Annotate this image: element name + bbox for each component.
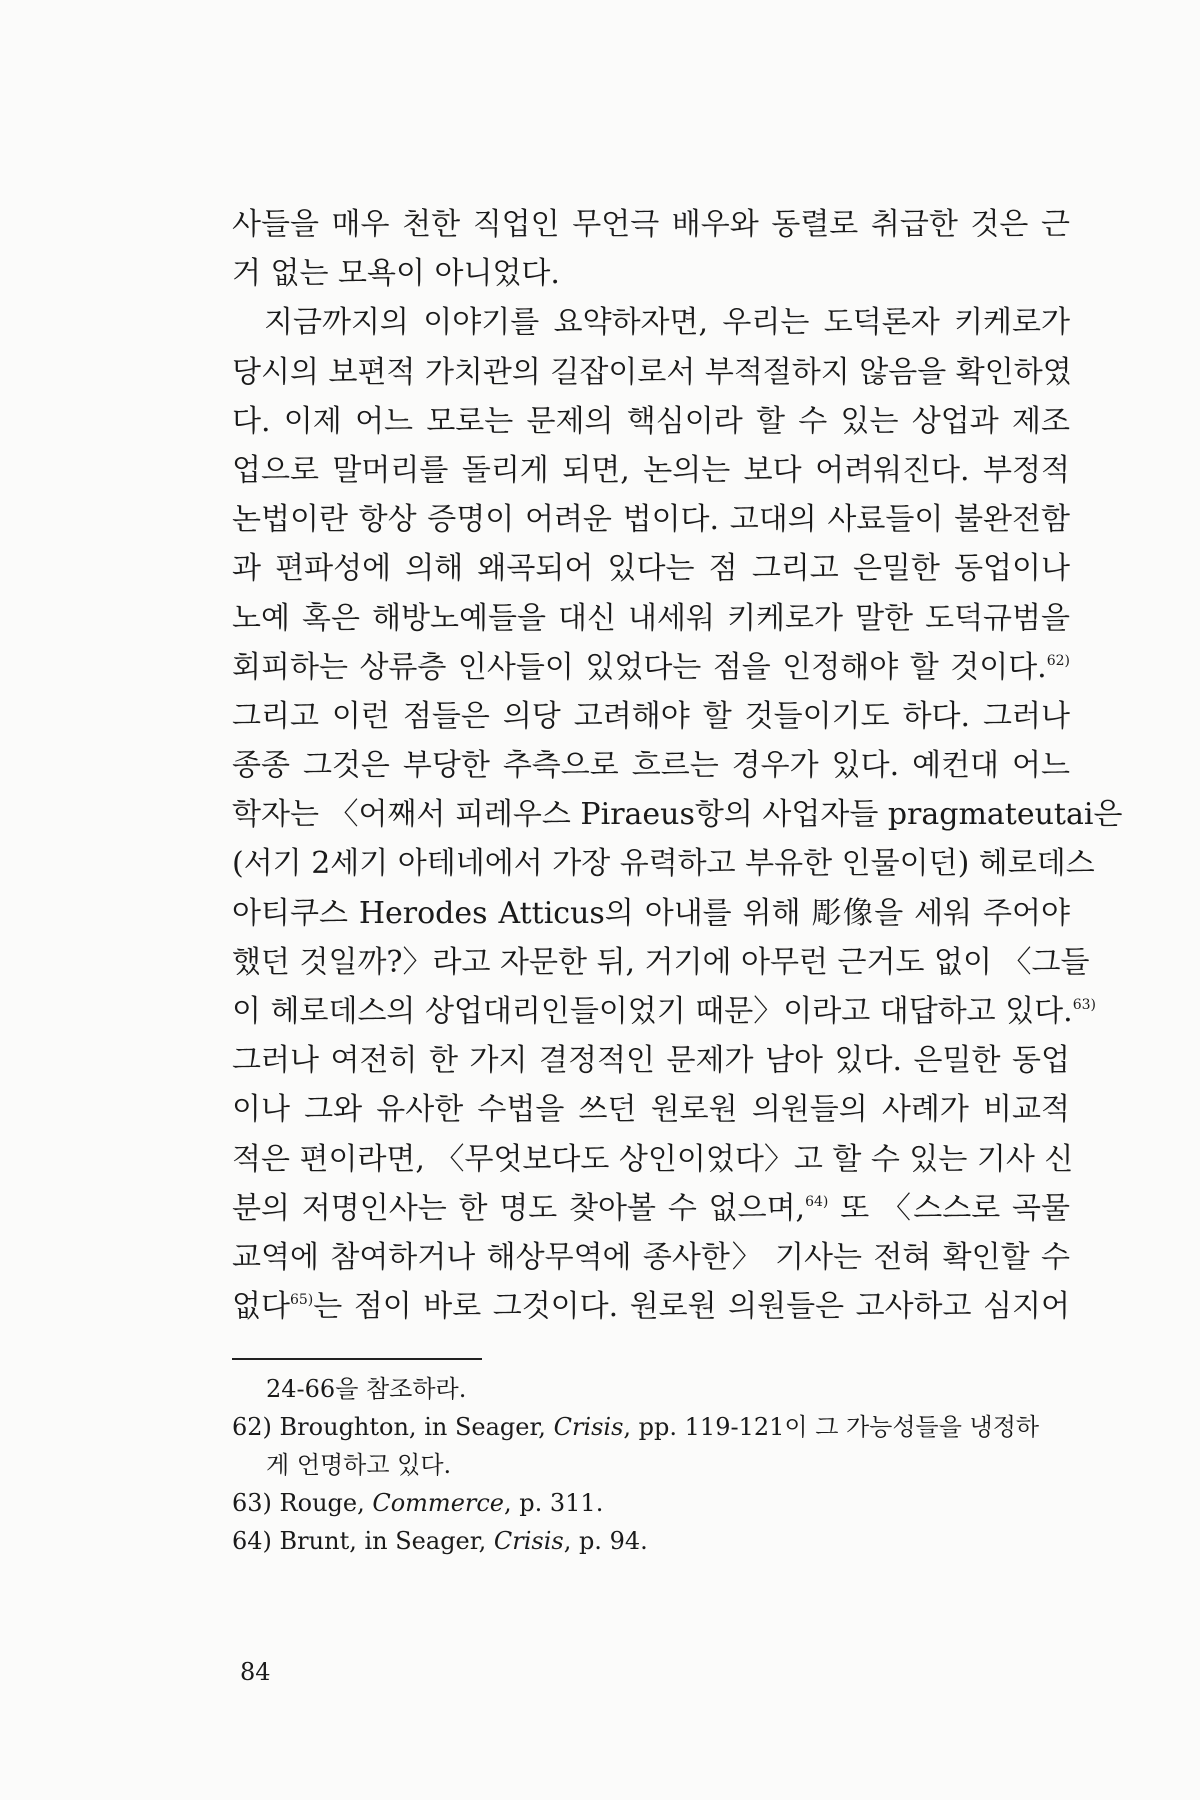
footnote-continuation: 24-66을 참조하라.: [266, 1375, 467, 1403]
text-line: [232, 1085, 1070, 1134]
text-line: [232, 544, 1070, 593]
text-line-content: 종종 그것은 부당한 추측으로 흐르는 경우가 있다. 예컨대 어느: [232, 748, 1070, 784]
text-line-content: 학자는 〈어째서 피레우스 Piraeus항의 사업자들 pragmateutai은: [232, 797, 1123, 833]
text-line-content: 이나 그와 유사한 수법을 쓰던 원로원 의원들의 사례가 비교적: [232, 1092, 1070, 1128]
text-line-content: 다. 이제 어느 모로는 문제의 핵심이라 할 수 있는 상업과 제조: [232, 403, 1070, 439]
text-line: [232, 1135, 1074, 1184]
text-line-content: 거 없는 모욕이 아니었다.: [232, 256, 560, 292]
footnote-63-author: Rouge,: [279, 1489, 373, 1517]
footnote-62-author: Broughton, in Seager,: [279, 1413, 554, 1441]
footnote-reference: 62): [1046, 652, 1070, 669]
footnote-62-number: 62): [232, 1413, 272, 1441]
text-line-continuation: 는 점이 바로 그것이다. 원로원 의원들은 고사하고 심지어: [313, 1289, 1070, 1325]
footnote-62-pages: , pp. 119-121이 그 가능성들을 냉정하: [623, 1413, 1040, 1441]
text-line-content: 그러나 여전히 한 가지 결정적인 문제가 남아 있다. 은밀한 동업: [232, 1043, 1070, 1079]
footnote-64: [232, 1522, 1070, 1560]
text-line-content: 과 편파성에 의해 왜곡되어 있다는 점 그리고 은밀한 동업이나: [232, 551, 1070, 587]
text-line-content: 논법이란 항상 증명이 어려운 법이다. 고대의 사료들이 불완전함: [232, 502, 1070, 538]
text-line: [232, 741, 1070, 790]
text-line: [232, 839, 1095, 888]
text-line: [232, 790, 1123, 839]
text-line: [232, 987, 1096, 1036]
footnote-reference: 63): [1072, 997, 1096, 1013]
footnotes: [232, 1370, 1070, 1560]
footnote-62-title: Crisis: [553, 1413, 624, 1441]
text-line-content: 했던 것일까?〉라고 자문한 뒤, 거기에 아무런 근거도 없이 〈그들: [232, 944, 1090, 980]
text-line: [232, 348, 1070, 397]
text-line-content: 회피하는 상류층 인사들이 있었다는 점을 인정해야 할 것이다.: [232, 649, 1047, 685]
footnote-reference: 65): [289, 1292, 314, 1309]
text-line: [232, 889, 1070, 938]
text-line: [232, 397, 1070, 446]
text-line: [232, 200, 1070, 249]
page-number: 84: [240, 1658, 271, 1686]
text-line: [232, 594, 1070, 643]
text-line-content: 그리고 이런 점들은 의당 고려해야 할 것들이기도 하다. 그러나: [232, 698, 1070, 734]
text-line-content: 교역에 참여하거나 해상무역에 종사한〉 기사는 전혀 확인할 수: [232, 1239, 1070, 1275]
main-body-text: [232, 200, 1123, 1331]
text-line: [232, 938, 1090, 987]
text-line-content: (서기 2세기 아테네에서 가장 유력하고 부유한 인물이던) 헤로데스: [232, 846, 1095, 882]
text-line-content: 사들을 매우 천한 직업인 무언극 배우와 동렬로 취급한 것은 근: [232, 207, 1070, 242]
text-line: [232, 643, 1070, 692]
text-line: [232, 446, 1070, 495]
footnote-63-number: 63): [232, 1489, 272, 1517]
text-line-content: 아티쿠스 Herodes Atticus의 아내를 위해 彫像을 세워 주어야: [232, 895, 1070, 931]
text-line: [232, 1036, 1070, 1085]
footnote-64-author: Brunt, in Seager,: [279, 1527, 494, 1555]
text-line: [232, 692, 1070, 741]
text-line: [232, 1184, 1070, 1233]
footnote-63-title: Commerce: [372, 1489, 505, 1517]
footnote-64-title: Crisis: [493, 1527, 564, 1555]
text-line-content: 당시의 보편적 가치관의 길잡이로서 부적절하지 않음을 확인하였: [232, 354, 1072, 390]
text-line: [232, 298, 1070, 347]
text-line-content: 노예 혹은 해방노예들을 대신 내세워 키케로가 말한 도덕규범을: [232, 600, 1070, 636]
text-line-content: 없다: [232, 1289, 290, 1325]
footnote-63: [232, 1484, 1070, 1522]
text-line-content: 이 헤로데스의 상업대리인들이었기 때문〉이라고 대답하고 있다.: [232, 994, 1073, 1029]
footnote-62-continuation: 게 언명하고 있다.: [266, 1451, 452, 1479]
text-line-content: 분의 저명인사는 한 명도 찾아볼 수 없으며,: [232, 1190, 806, 1226]
footnote-63-pages: , p. 311.: [504, 1489, 604, 1517]
text-line: [232, 249, 1070, 298]
text-line: [232, 495, 1070, 544]
text-line-content: 업으로 말머리를 돌리게 되면, 논의는 보다 어려워진다. 부정적: [232, 452, 1070, 488]
text-line-content: 지금까지의 이야기를 요약하자면, 우리는 도덕론자 키케로가: [264, 305, 1070, 341]
footnote-62: [232, 1408, 1070, 1446]
footnote-64-pages: , p. 94.: [563, 1527, 648, 1555]
text-line-continuation: 또 〈스스로 곡물: [828, 1190, 1070, 1226]
footnote-reference: 64): [805, 1193, 829, 1210]
footnote-64-number: 64): [232, 1527, 272, 1555]
footnote-divider: [232, 1358, 482, 1360]
text-line: [232, 1282, 1070, 1331]
text-line-content: 적은 편이라면, 〈무엇보다도 상인이었다〉고 할 수 있는 기사 신: [232, 1141, 1074, 1177]
text-line: [232, 1233, 1070, 1282]
